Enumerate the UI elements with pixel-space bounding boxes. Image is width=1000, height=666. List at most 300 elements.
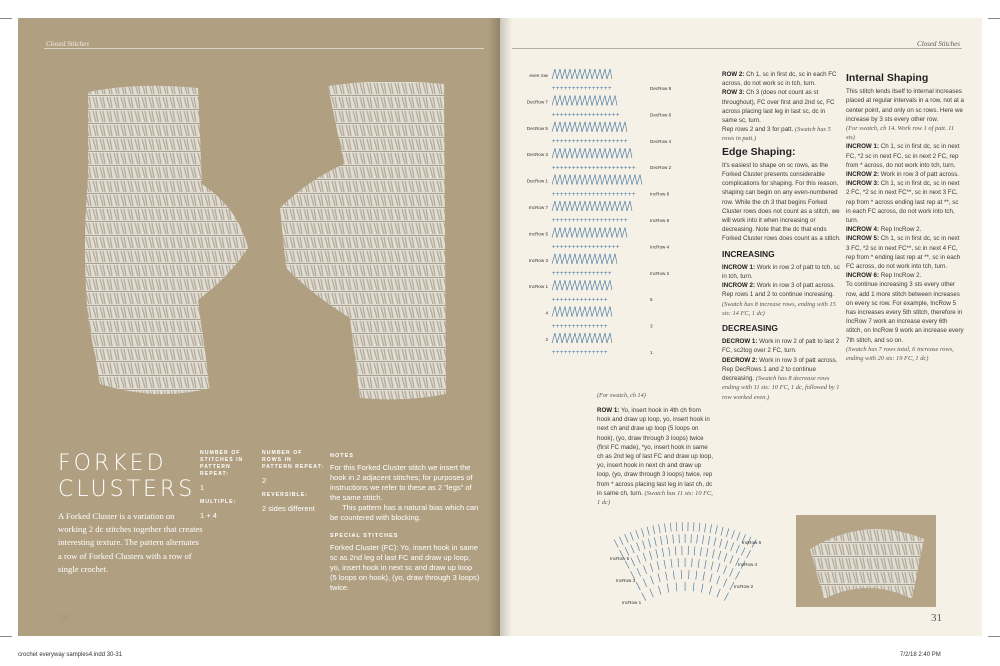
row3-text: Ch 3 (does not count as st throughout), FC over first and 2nd sc, FC across placing last leg in last sc, dc in same sc, turn. (722, 89, 835, 125)
chart-row-label: IncRow 7 (528, 205, 548, 210)
fan-stitch-symbol (648, 539, 650, 548)
chart-fc-symbol (552, 307, 557, 317)
chart-fc-symbol (552, 148, 557, 158)
chart-sc-symbol: + (580, 218, 584, 225)
chart-sc-symbol: + (568, 244, 572, 251)
chart-fc-symbol (587, 227, 592, 237)
chart-sc-symbol: + (584, 271, 588, 277)
chart-row-label: IncRow 2 (650, 270, 670, 276)
dec-repeat: Rep DecRows 1 and 2 to continue decreasing. (722, 365, 816, 383)
dec2-text: Work in row 3 of patt across. (759, 356, 838, 364)
chart-sc-symbol: + (584, 350, 588, 357)
fan-stitch-symbol (675, 546, 676, 555)
chart-fc-symbol (602, 95, 607, 105)
chart-sc-symbol: + (604, 139, 608, 145)
chart-sc-symbol: + (580, 191, 584, 198)
row2-text: Ch 1, sc in first dc, sc in each FC across, do not work sc in tch, turn. (722, 71, 837, 88)
chart-sc-symbol: + (600, 218, 604, 225)
chart-row-label: DecRow 7 (526, 99, 548, 105)
fan-stitch-symbol (737, 532, 740, 540)
chart-fc-symbol (582, 333, 587, 343)
chart-sc-symbol: + (564, 112, 568, 119)
swatch-photo-plain (78, 68, 258, 413)
row3-label: ROW 3: (722, 89, 745, 97)
chart-sc-symbol: + (588, 218, 592, 225)
iinc4-text: Rep IncRow 2. (880, 226, 922, 234)
fan-stitch-symbol (726, 528, 729, 537)
chart-fc-symbol (552, 201, 557, 211)
chart-fc-symbol (567, 227, 572, 237)
fan-stitch-symbol (660, 536, 662, 545)
chart-sc-symbol: + (596, 297, 600, 304)
chart-sc-symbol: + (564, 350, 568, 357)
chart-sc-symbol: + (600, 244, 604, 251)
chart-fc-symbol (552, 280, 557, 290)
chart-row-label: DecRow 5 (526, 125, 548, 131)
chart-sc-symbol: + (620, 218, 624, 225)
special-stitches-text: Forked Cluster (FC): Yo, insert hook in same sc as 2nd leg of last FC and draw up loop, yo, insert hook in next sc and draw up loop (5 loops on hook), (yo, draw through 3 loops) twice. (330, 543, 480, 592)
chart-sc-symbol: + (596, 86, 600, 93)
row-instructions (597, 406, 715, 507)
chart-sc-symbol: + (604, 271, 608, 277)
fan-stitch-symbol (658, 586, 661, 595)
fan-stitch-symbol (667, 535, 668, 544)
chart-fc-symbol (572, 280, 577, 290)
chart-sc-symbol: + (576, 271, 580, 277)
chart-fc-symbol (567, 175, 572, 185)
chart-sc-symbol: + (592, 323, 596, 330)
fan-stitch-symbol (710, 524, 712, 533)
chart-fc-symbol (552, 122, 557, 132)
chart-fc-symbol (592, 333, 597, 343)
dec2-label: DECROW 2: (722, 356, 758, 364)
fan-stitch-symbol (717, 576, 720, 585)
fan-stitch-symbol (656, 549, 658, 558)
chart-sc-symbol: + (560, 244, 564, 251)
chart-fc-symbol (602, 307, 607, 317)
chart-sc-symbol: + (576, 139, 580, 145)
chart-fc-symbol (587, 201, 592, 211)
fan-stitch-symbol (666, 572, 668, 581)
chart-fc-symbol (562, 148, 567, 158)
chart-sc-symbol: + (596, 323, 600, 330)
chart-sc-symbol: + (616, 165, 620, 172)
fan-stitch-symbol (630, 532, 633, 540)
chart-sc-symbol: + (560, 271, 564, 277)
chart-fc-symbol (622, 175, 627, 185)
chart-fc-symbol (572, 227, 577, 237)
chart-fc-symbol (592, 201, 597, 211)
chart-fc-symbol (607, 333, 612, 343)
iinc2-label: INCROW 2: (846, 171, 879, 179)
fan-stitch-symbol (701, 584, 703, 593)
chart-sc-symbol: + (592, 244, 596, 251)
chart-fc-symbol (597, 175, 602, 185)
fan-row-label: IncRow 6 (742, 540, 762, 545)
chart-fc-symbol (597, 227, 602, 237)
reversible-label: REVERSIBLE: (262, 492, 308, 498)
chart-sc-symbol: + (604, 112, 608, 119)
fan-stitch-symbol (711, 561, 713, 570)
fan-stitch-symbol (693, 582, 694, 591)
chart-sc-symbol: + (596, 244, 600, 251)
rows-label: NUMBER OF ROWS IN PATTERN REPEAT: (262, 450, 324, 470)
fan-stitch-symbol (642, 593, 646, 601)
chart-sc-symbol: + (560, 218, 564, 225)
chart-sc-symbol: + (560, 86, 564, 93)
chart-sc-symbol: + (624, 139, 628, 145)
chart-sc-symbol: + (560, 323, 564, 330)
chart-sc-symbol: + (600, 191, 604, 198)
chart-fc-symbol (607, 254, 612, 264)
fan-stitch-symbol (702, 535, 703, 544)
chart-fc-symbol (577, 148, 582, 158)
fan-stitch-symbol (642, 541, 645, 550)
fan-stitch-symbol (643, 553, 646, 562)
chart-fc-symbol (607, 69, 612, 79)
chart-fc-symbol (622, 148, 627, 158)
chart-sc-symbol: + (560, 112, 564, 119)
chart-sc-symbol: + (576, 112, 580, 119)
title-line-1: FORKED (58, 451, 167, 476)
chart-fc-symbol (572, 95, 577, 105)
chart-sc-symbol: + (588, 271, 592, 277)
fan-stitch-symbol (712, 549, 714, 558)
notes-paragraph-1: For this Forked Cluster stitch we insert the hook in 2 adjacent stitches; for purposes of instructions we refer to these as 2 "legs" of the same stitch. (330, 463, 473, 502)
chart-sc-symbol: + (552, 350, 556, 357)
chart-sc-symbol: + (568, 165, 572, 172)
chart-fc-symbol (587, 280, 592, 290)
chart-fc-symbol (562, 69, 567, 79)
chart-fc-symbol (602, 175, 607, 185)
fan-stitch-symbol (725, 541, 728, 550)
chart-fc-symbol (562, 307, 567, 317)
chart-fc-symbol (567, 148, 572, 158)
chart-fc-symbol (567, 333, 572, 343)
chart-sc-symbol: + (592, 191, 596, 198)
iinc6-text: Rep IncRow 2. (880, 272, 922, 280)
chart-sc-symbol: + (556, 271, 560, 277)
increasing-heading: INCREASING (722, 248, 775, 259)
chart-sc-symbol: + (568, 271, 572, 277)
chart-sc-symbol: + (560, 191, 564, 198)
chart-fc-symbol (602, 333, 607, 343)
fan-stitch-symbol (723, 579, 727, 587)
chart-fc-symbol (582, 307, 587, 317)
chart-fc-symbol (577, 333, 582, 343)
chart-fc-symbol (557, 201, 562, 211)
chart-fc-symbol (597, 148, 602, 158)
swatch-caption: (For swatch, ch 14) (597, 392, 646, 399)
chart-sc-symbol: + (608, 86, 612, 93)
chart-fc-symbol (607, 122, 612, 132)
fan-stitch-symbol (625, 534, 629, 542)
chart-sc-symbol: + (616, 191, 620, 198)
chart-fc-symbol (587, 148, 592, 158)
fan-stitch-symbol (716, 525, 718, 534)
chart-fc-symbol (637, 175, 642, 185)
chart-fc-symbol (567, 95, 572, 105)
chart-sc-symbol: + (552, 165, 556, 172)
fan-stitch-symbol (731, 543, 734, 551)
running-head-rule (44, 48, 484, 49)
stitch-repeat-info (200, 450, 260, 527)
left-page (18, 18, 500, 636)
chart-fc-symbol (587, 95, 592, 105)
chart-sc-symbol: + (584, 191, 588, 198)
intro-paragraph: A Forked Cluster is a variation on working 2 dc stitches together that creates interesting texture. The pattern alternates a row of Forked Clusters with a row of single crochet. (58, 511, 203, 574)
chart-sc-symbol: + (604, 297, 608, 304)
chart-sc-symbol: + (608, 271, 612, 277)
chart-sc-symbol: + (600, 297, 604, 304)
fan-stitch-symbol (699, 523, 700, 532)
fan-stitch-symbol (659, 524, 661, 533)
dec-note: (Swatch has 8 decrease rows ending with 11 sts: 10 FC, 1 dc, followed by 1 row worked even.) (722, 375, 840, 401)
chart-fc-symbol (557, 148, 562, 158)
chart-sc-symbol: + (560, 350, 564, 357)
chart-sc-symbol: + (572, 297, 576, 304)
chart-fc-symbol (557, 175, 562, 185)
chart-sc-symbol: + (592, 165, 596, 172)
chart-fc-symbol (592, 175, 597, 185)
chart-sc-symbol: + (596, 112, 600, 119)
chart-fc-symbol (582, 201, 587, 211)
fan-stitch-symbol (705, 560, 707, 569)
chart-row-label: DecRow 8 (650, 86, 672, 91)
chart-sc-symbol: + (584, 244, 588, 251)
chart-sc-symbol: + (556, 112, 560, 119)
chart-sc-symbol: + (592, 139, 596, 145)
chart-sc-symbol: + (588, 139, 592, 145)
chart-sc-symbol: + (624, 191, 628, 198)
chart-fc-symbol (577, 95, 582, 105)
chart-sc-symbol: + (612, 244, 616, 251)
fan-stitch-symbol (673, 571, 674, 580)
chart-fc-symbol (582, 122, 587, 132)
fan-stitch-symbol (654, 537, 656, 546)
chart-sc-symbol: + (564, 191, 568, 198)
fan-stitch-symbol (653, 525, 655, 534)
chart-fc-symbol (582, 148, 587, 158)
pattern-title (58, 451, 208, 503)
fan-stitch-symbol (631, 545, 634, 553)
chart-sc-symbol: + (592, 297, 596, 304)
chart-sc-symbol: + (564, 139, 568, 145)
fan-stitch-symbol (664, 560, 666, 569)
chart-sc-symbol: + (552, 297, 556, 304)
running-head-left: Closed Stitches (46, 40, 89, 48)
rows-value: 2 (262, 476, 267, 485)
page-number-left: 30 (58, 612, 69, 624)
chart-fc-symbol (557, 122, 562, 132)
chart-fc-symbol (577, 254, 582, 264)
chart-fc-symbol (607, 201, 612, 211)
chart-fc-symbol (592, 227, 597, 237)
chart-fc-symbol (552, 95, 557, 105)
fan-stitch-symbol (650, 563, 653, 572)
chart-sc-symbol: + (592, 86, 596, 93)
footer-filename: crochet everyway samples4.indd 30-31 (18, 652, 123, 658)
chart-sc-symbol: + (556, 297, 560, 304)
special-stitches-label: SPECIAL STITCHES (330, 533, 399, 539)
chart-fc-symbol (607, 280, 612, 290)
chart-sc-symbol: + (556, 165, 560, 172)
fan-stitch-symbol (631, 558, 635, 566)
chart-sc-symbol: + (556, 244, 560, 251)
fan-stitch-symbol (662, 548, 664, 557)
fan-stitch-symbol (705, 523, 706, 532)
iinc-note: (Swatch has 7 rows total, 6 increase rows, ending with 20 sts: 19 FC, 1 dc) (846, 345, 954, 363)
internal-shaping-heading: Internal Shaping (846, 72, 929, 84)
chart-sc-symbol: + (600, 350, 604, 357)
chart-sc-symbol: + (576, 218, 580, 225)
chart-sc-symbol: + (576, 244, 580, 251)
inc-note: (Swatch has 8 increase rows, ending with 15 sts: 14 FC, 1 dc) (722, 300, 836, 317)
iinc6-label: INCROW 6: (846, 272, 879, 280)
chart-fc-symbol (562, 201, 567, 211)
chart-fc-symbol (577, 280, 582, 290)
chart-row-label: DecRow 6 (650, 112, 672, 118)
edge-shaping-text: It's easiest to shape on sc rows, as the Forked Cluster presents considerable complications for shaping. For this reason, shaping can begin on any even-numbered row. While the ch 3 that begins Forked Cluster rows does not count as a stitch, we will work into it when increasing or decreasing. Note that the dc that ends Forked Cluster rows does count as a stitch. (722, 161, 841, 243)
chart-fc-symbol (622, 201, 627, 211)
chart-fc-symbol (557, 280, 562, 290)
repeat-value: 1 (200, 483, 205, 492)
chart-row-label: DecRow 3 (526, 152, 548, 158)
fan-stitch-symbol (730, 555, 733, 563)
chart-fc-symbol (607, 95, 612, 105)
chart-fc-symbol (552, 69, 557, 79)
fan-stitch-chart (600, 506, 770, 606)
chart-fc-symbol (587, 175, 592, 185)
multiple-value: 1 + 4 (200, 511, 217, 520)
chart-sc-symbol: + (580, 165, 584, 172)
fan-stitch-symbol (717, 589, 720, 597)
fan-stitch-symbol (657, 561, 659, 570)
chart-row-label: IncRow 6 (650, 218, 670, 223)
fan-stitch-symbol (718, 551, 720, 560)
chart-fc-symbol (552, 227, 557, 237)
chart-row-label: IncRow 1 (528, 284, 548, 290)
edge-shaping-column (722, 70, 842, 402)
chart-sc-symbol: + (564, 297, 568, 304)
fan-stitch-symbol (636, 582, 640, 590)
chart-sc-symbol: + (588, 297, 592, 304)
chart-sc-symbol: + (560, 165, 564, 172)
chart-row-label: IncRow 4 (650, 244, 670, 250)
chart-sc-symbol: + (616, 244, 620, 251)
chart-sc-symbol: + (572, 271, 576, 277)
chart-fc-symbol (567, 69, 572, 79)
fan-row-label: IncRow 1 (622, 600, 642, 605)
chart-fc-symbol (552, 175, 557, 185)
chart-fc-symbol (557, 227, 562, 237)
chart-sc-symbol: + (612, 112, 616, 119)
fan-stitch-symbol (650, 589, 653, 597)
chart-sc-symbol: + (596, 218, 600, 225)
chart-sc-symbol: + (588, 112, 592, 119)
iinc1-text: Ch 1, sc in first dc, sc in next FC, *2 sc in next FC, sc in next 2 FC, rep from * across, do not work into tch, turn. (846, 143, 960, 169)
footer-timestamp: 7/2/18 2:40 PM (900, 652, 941, 658)
chart-sc-symbol: + (556, 191, 560, 198)
fan-stitch-symbol (619, 537, 623, 545)
chart-row-label: even row (529, 73, 548, 78)
chart-sc-symbol: + (584, 323, 588, 330)
fan-stitch-symbol (692, 558, 693, 567)
chart-fc-symbol (597, 201, 602, 211)
chart-fc-symbol (557, 307, 562, 317)
fan-stitch-symbol (650, 576, 653, 585)
inc1-label: INCROW 1: (722, 263, 755, 271)
chart-sc-symbol: + (604, 86, 608, 93)
chart-sc-symbol: + (588, 244, 592, 251)
chart-sc-symbol: + (616, 112, 620, 119)
chart-sc-symbol: + (556, 86, 560, 93)
chart-fc-symbol (612, 95, 617, 105)
chart-sc-symbol: + (592, 218, 596, 225)
fan-stitch-symbol (747, 550, 751, 558)
chart-sc-symbol: + (552, 139, 556, 145)
chart-fc-symbol (572, 333, 577, 343)
chart-fc-symbol (567, 201, 572, 211)
crop-mark (0, 636, 12, 637)
chart-fc-symbol (562, 95, 567, 105)
crop-mark (988, 18, 1000, 19)
chart-sc-symbol: + (620, 165, 624, 172)
crop-mark (988, 636, 1000, 637)
chart-sc-symbol: + (568, 139, 572, 145)
chart-sc-symbol: + (552, 191, 556, 198)
chart-fc-symbol (552, 333, 557, 343)
iinc2-text: Work in row 3 of patt across. (880, 171, 960, 179)
chart-fc-symbol (592, 254, 597, 264)
fan-row-label: IncRow 2 (734, 584, 754, 589)
fan-stitch-symbol (724, 593, 728, 601)
chart-fc-symbol (607, 307, 612, 317)
chart-sc-symbol: + (572, 139, 576, 145)
chart-fc-symbol (602, 148, 607, 158)
row-repeat-info (262, 450, 324, 520)
chart-sc-symbol: + (580, 297, 584, 304)
chart-sc-symbol: + (576, 297, 580, 304)
chart-sc-symbol: + (592, 350, 596, 357)
chart-row-label: 1 (650, 350, 653, 355)
chart-fc-symbol (592, 122, 597, 132)
inc-repeat: Rep rows 1 and 2 to continue increasing. (722, 291, 835, 299)
fan-stitch-symbol (669, 547, 670, 556)
chart-row-label: IncRow 5 (528, 231, 548, 237)
chart-fc-symbol (602, 280, 607, 290)
decreasing-heading: DECREASING (722, 323, 778, 334)
chart-sc-symbol: + (620, 139, 624, 145)
fan-stitch-symbol (643, 579, 647, 587)
dec1-text: Work in row 2 of patt to last 2 FC, sc2tog over 2 FC, turn. (722, 338, 840, 355)
chart-sc-symbol: + (572, 86, 576, 93)
fan-stitch-symbol (678, 558, 679, 567)
chart-sc-symbol: + (584, 297, 588, 304)
chart-sc-symbol: + (608, 244, 612, 251)
fan-stitch-symbol (723, 566, 726, 574)
inc2-text: Work in row 3 of patt across. (756, 282, 836, 290)
chart-sc-symbol: + (556, 218, 560, 225)
chart-fc-symbol (557, 333, 562, 343)
chart-sc-symbol: + (588, 165, 592, 172)
chart-sc-symbol: + (612, 139, 616, 145)
fan-stitch-symbol (721, 527, 723, 536)
fan-stitch-symbol (637, 555, 640, 563)
chart-sc-symbol: + (568, 323, 572, 330)
chart-sc-symbol: + (596, 139, 600, 145)
fan-stitch-symbol (732, 530, 735, 539)
